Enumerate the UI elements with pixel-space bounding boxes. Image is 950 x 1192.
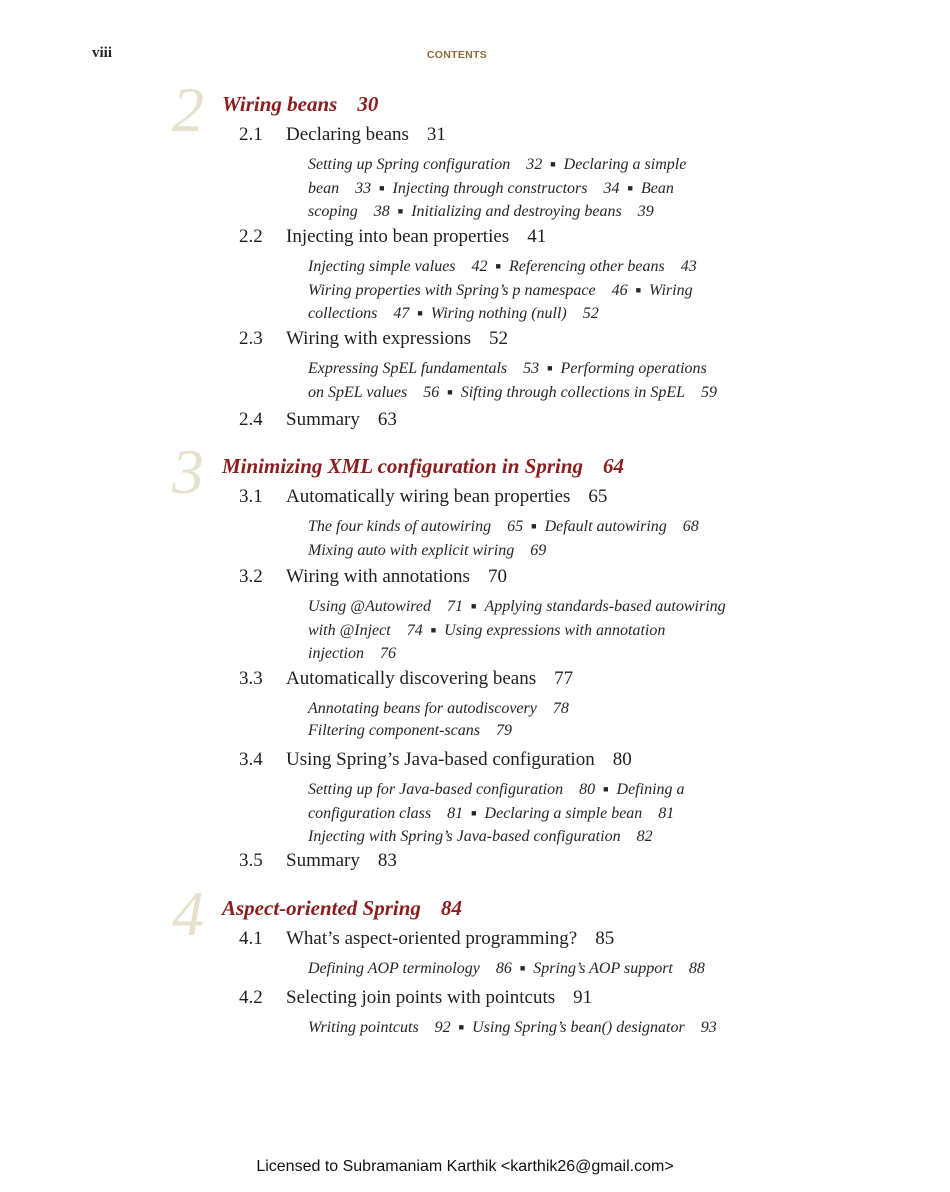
section-number: 2.2 (239, 226, 263, 247)
chapter-number: 3 (172, 436, 204, 507)
section-title (286, 226, 546, 248)
chapter-title (222, 454, 624, 479)
subsection-title: Wiring properties with Spring’s p namespace (308, 281, 596, 299)
section-page: 63 (377, 409, 397, 430)
bullet-separator: ■ (471, 807, 477, 818)
bullet-separator: ■ (471, 601, 477, 611)
subsection-page: 34 (603, 179, 620, 197)
bullet-separator: ■ (635, 284, 641, 295)
subsection-page: 81 (658, 804, 675, 822)
subsection-page: 68 (682, 518, 699, 535)
subsection-title: Spring’s AOP support (533, 960, 673, 977)
bullet-separator: ■ (379, 182, 385, 193)
section-page: 31 (426, 124, 446, 145)
chapter-title (222, 896, 462, 921)
subsection-title: Mixing auto with explicit wiring (308, 541, 515, 559)
subsection-line (308, 178, 778, 202)
subsection-page: 81 (447, 804, 464, 822)
subsection-title: Using @Autowired (308, 598, 432, 615)
page-number: viii (92, 45, 113, 61)
bullet-separator: ■ (458, 1022, 465, 1032)
subsection-page: 80 (579, 781, 596, 798)
section-number: 3.3 (239, 668, 263, 689)
bullet-separator: ■ (447, 386, 453, 397)
section-title (286, 566, 507, 588)
subsection-page: 53 (523, 360, 540, 377)
bullet-separator: ■ (547, 363, 553, 373)
subsection-title: Defining a (616, 781, 685, 798)
section-title (286, 124, 446, 146)
section-title-text: Using Spring’s Java-based configuration (286, 749, 595, 770)
subsection-title: Default autowiring (544, 518, 667, 535)
subsection-title: Declaring a simple bean (484, 804, 643, 822)
subsection-page: 47 (393, 305, 410, 322)
subsection-line (308, 698, 778, 720)
subsection-title: Referencing other beans (508, 258, 665, 275)
subsection-page: 32 (526, 156, 543, 173)
subsection-page: 92 (434, 1019, 451, 1036)
chapter-number: 2 (172, 74, 204, 145)
subsection-page: 76 (379, 645, 396, 662)
subsection-page: 93 (700, 1019, 717, 1036)
subsection-page: 38 (373, 203, 390, 220)
subsection-line (308, 358, 778, 382)
subsection-title: Setting up Spring configuration (308, 156, 511, 173)
section-title-text: Summary (286, 409, 360, 430)
subsection-line (308, 1017, 778, 1041)
bullet-separator: ■ (519, 963, 526, 973)
subsection-title: bean (308, 179, 340, 197)
subsection-title: Applying standards-based autowiring (484, 598, 726, 615)
subsection-title: Injecting with Spring’s Java-based configuration (308, 828, 621, 845)
bullet-separator: ■ (627, 182, 633, 193)
subsection-line (308, 803, 778, 827)
subsection-list (308, 958, 778, 982)
section-title-text: Wiring with expressions (286, 328, 471, 349)
section-title (286, 987, 592, 1009)
section-number: 3.2 (239, 566, 263, 587)
subsection-line (308, 382, 778, 406)
subsection-title: with @Inject (308, 621, 391, 639)
subsection-title: Injecting simple values (308, 258, 456, 275)
subsection-page: 65 (507, 518, 524, 535)
subsection-title: Defining AOP terminology (308, 960, 480, 977)
section-title-text: Summary (286, 850, 360, 871)
subsection-title: Injecting through constructors (392, 179, 588, 197)
chapter-page: 84 (440, 896, 462, 920)
subsection-list (308, 516, 778, 561)
subsection-line (308, 779, 778, 803)
bullet-separator: ■ (417, 308, 423, 318)
subsection-list (308, 358, 778, 405)
subsection-title: Filtering component-scans (308, 721, 480, 739)
subsection-page: 39 (637, 203, 654, 220)
section-page: 91 (573, 987, 593, 1008)
bullet-separator: ■ (603, 784, 609, 794)
section-number: 4.2 (239, 987, 263, 1008)
section-title (286, 749, 632, 771)
chapter-page: 64 (603, 454, 625, 478)
subsection-line (308, 201, 778, 225)
section-number: 4.1 (239, 928, 263, 949)
subsection-line (308, 620, 778, 644)
section-number: 2.1 (239, 124, 263, 145)
subsection-title: Annotating beans for autodiscovery (308, 700, 537, 717)
subsection-title: collections (308, 305, 378, 322)
section-title-text: Automatically wiring bean properties (286, 486, 571, 507)
subsection-list (308, 779, 778, 848)
subsection-title: Using Spring’s bean() designator (472, 1019, 685, 1036)
subsection-page: 42 (471, 258, 488, 275)
subsection-line (308, 596, 778, 620)
subsection-list (308, 1017, 778, 1041)
section-title (286, 328, 508, 350)
subsection-line (308, 516, 778, 540)
subsection-list (308, 256, 778, 327)
subsection-title: The four kinds of autowiring (308, 518, 492, 535)
subsection-title: scoping (308, 203, 358, 220)
subsection-line (308, 256, 778, 280)
subsection-list (308, 698, 778, 741)
section-page: 83 (377, 850, 397, 871)
subsection-title: Wiring (649, 281, 693, 299)
section-title (286, 928, 614, 950)
subsection-title: Writing pointcuts (308, 1019, 419, 1036)
section-number: 2.4 (239, 409, 263, 430)
section-title-text: Automatically discovering beans (286, 668, 537, 689)
subsection-title: Wiring nothing (null) (430, 305, 567, 322)
section-page: 80 (612, 749, 632, 770)
bullet-separator: ■ (550, 159, 556, 169)
subsection-page: 88 (688, 960, 705, 977)
section-page: 85 (595, 928, 615, 949)
bullet-separator: ■ (495, 261, 501, 271)
subsection-title: on SpEL values (308, 383, 408, 401)
subsection-line (308, 826, 778, 848)
subsection-list (308, 596, 778, 665)
section-number: 3.1 (239, 486, 263, 507)
subsection-line (308, 303, 778, 327)
subsection-title: Initializing and destroying beans (411, 203, 622, 220)
subsection-page: 74 (406, 621, 423, 639)
section-title-text: Selecting join points with pointcuts (286, 987, 556, 1008)
section-title-text: Injecting into bean properties (286, 226, 510, 247)
subsection-page: 33 (355, 179, 372, 197)
subsection-title: Expressing SpEL fundamentals (308, 360, 508, 377)
subsection-title: Performing operations (560, 360, 707, 377)
chapter-number: 4 (172, 878, 204, 949)
section-title-text: What’s aspect-oriented programming? (286, 928, 578, 949)
subsection-title: Bean (640, 179, 674, 197)
subsection-title: Setting up for Java-based configuration (308, 781, 564, 798)
bullet-separator: ■ (430, 624, 437, 635)
section-title (286, 668, 573, 690)
section-page: 41 (527, 226, 547, 247)
subsection-title: Using expressions with annotation (444, 621, 666, 639)
subsection-page: 86 (495, 960, 512, 977)
subsection-page: 78 (552, 700, 569, 717)
section-title (286, 486, 607, 508)
chapter-title-text: Minimizing XML configuration in Spring (222, 454, 584, 478)
section-page: 65 (588, 486, 608, 507)
subsection-line (308, 154, 778, 178)
subsection-page: 82 (636, 828, 653, 845)
running-head: CONTENTS (426, 49, 488, 61)
section-title-text: Wiring with annotations (286, 566, 470, 587)
chapter-title (222, 92, 378, 117)
section-page: 52 (489, 328, 508, 349)
section-title (286, 850, 397, 872)
chapter-title-text: Wiring beans (222, 92, 338, 116)
section-number: 2.3 (239, 328, 263, 349)
subsection-line (308, 280, 778, 304)
section-title (286, 409, 397, 431)
section-number: 3.4 (239, 749, 263, 770)
bullet-separator: ■ (531, 521, 537, 531)
subsection-page: 56 (423, 383, 440, 401)
subsection-list (308, 154, 778, 225)
subsection-page: 52 (582, 305, 599, 322)
subsection-title: injection (308, 645, 364, 662)
subsection-line (308, 958, 778, 982)
subsection-line (308, 540, 778, 562)
section-number: 3.5 (239, 850, 263, 871)
chapter-page: 30 (357, 92, 379, 116)
chapter-title-text: Aspect-oriented Spring (222, 896, 421, 920)
subsection-page: 79 (495, 721, 512, 739)
subsection-page: 43 (680, 258, 697, 275)
section-title-text: Declaring beans (286, 124, 409, 145)
subsection-page: 59 (701, 383, 717, 401)
bullet-separator: ■ (397, 206, 404, 216)
subsection-title: configuration class (308, 804, 432, 822)
subsection-line (308, 720, 778, 742)
section-page: 70 (487, 566, 507, 587)
subsection-page: 46 (611, 281, 628, 299)
subsection-title: Sifting through collections in SpEL (460, 383, 685, 401)
subsection-page: 69 (530, 541, 547, 559)
subsection-line (308, 643, 778, 665)
section-page: 77 (554, 668, 574, 689)
subsection-title: Declaring a simple (563, 156, 687, 173)
subsection-page: 71 (447, 598, 464, 615)
license-footer: Licensed to Subramaniam Karthik <karthik26@gmail.com> (256, 1158, 674, 1175)
